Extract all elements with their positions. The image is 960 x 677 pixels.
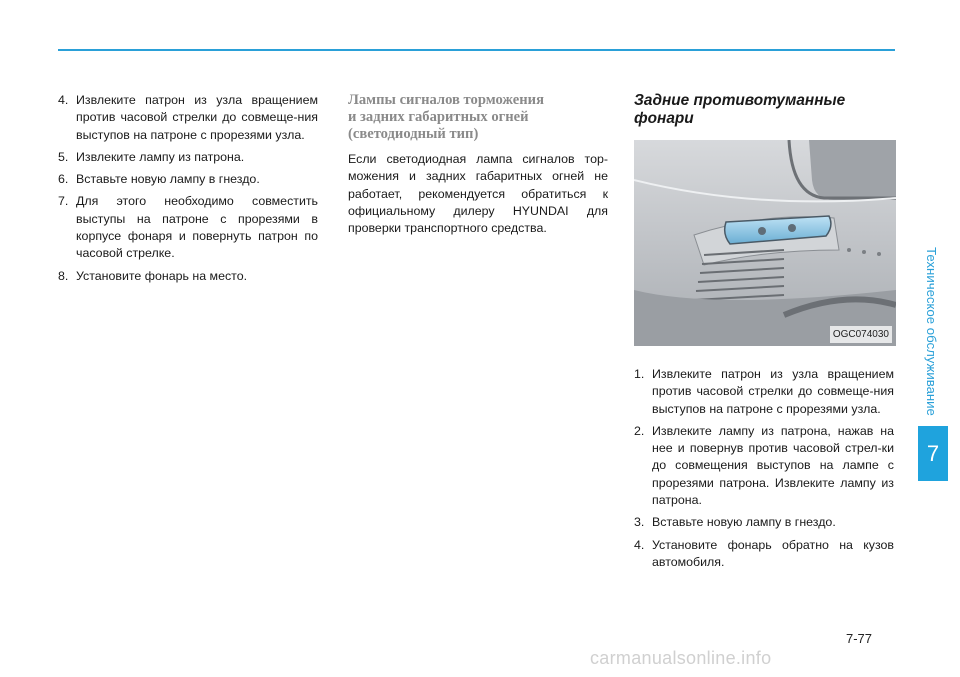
right-column — [634, 92, 894, 576]
section-title-vertical: Техническое обслуживание — [923, 246, 939, 416]
left-steps-list — [58, 92, 318, 285]
chapter-tab: 7 — [918, 426, 948, 481]
led-section-heading: Лампы сигналов торможения и задних габаритных огней (светодиодный тип) — [348, 92, 544, 142]
list-item: 3. Вставьте новую лампу в гнездо. — [634, 515, 836, 530]
led-section-paragraph: Если светодиодная лампа сигналов тор-можения и задних габаритных огней не работает, рекомендуется обратиться к официальному дилеру HYUNDAI для проверки транспортного средства. — [348, 152, 608, 236]
watermark: carmanualsonline.info — [590, 648, 772, 668]
figure-code: OGC074030 — [830, 326, 892, 343]
list-item: 7. Для этого необходимо совместить выступы на патроне с прорезями в корпусе фонаря и повернуть патрон по часовой стрелке. — [58, 194, 318, 261]
middle-column — [348, 92, 608, 237]
list-item: 8. Установите фонарь на место. — [58, 268, 248, 283]
left-column — [58, 92, 318, 290]
fog-lamp-heading: Задние противотуманные фонари — [634, 92, 846, 127]
list-item: 2. Извлеките лампу из патрона, нажав на нее и повернув против часовой стрел-ки до совмещения выступов на лампе с прорезями патрона. Извлеките лампу из патрона. — [634, 423, 894, 508]
page-number: 7-77 — [846, 631, 873, 646]
rear-fog-lamp-figure — [634, 140, 896, 346]
right-steps-list — [634, 366, 894, 571]
list-item: 6. Вставьте новую лампу в гнездо. — [58, 172, 260, 187]
rear-bumper-illustration — [634, 140, 896, 346]
list-item: 1. Извлеките патрон из узла вращением против часовой стрелки до совмеще-ния выступов на патроне с прорезями узла. — [634, 367, 894, 416]
header-rule — [58, 49, 895, 51]
list-item: 5. Извлеките лампу из патрона. — [58, 149, 245, 164]
list-item: 4. Установите фонарь обратно на кузов автомобиля. — [634, 537, 894, 569]
list-item: 4. Извлеките патрон из узла вращением против часовой стрелки до совмеще-ния выступов на патроне с прорезями узла. — [58, 93, 318, 142]
